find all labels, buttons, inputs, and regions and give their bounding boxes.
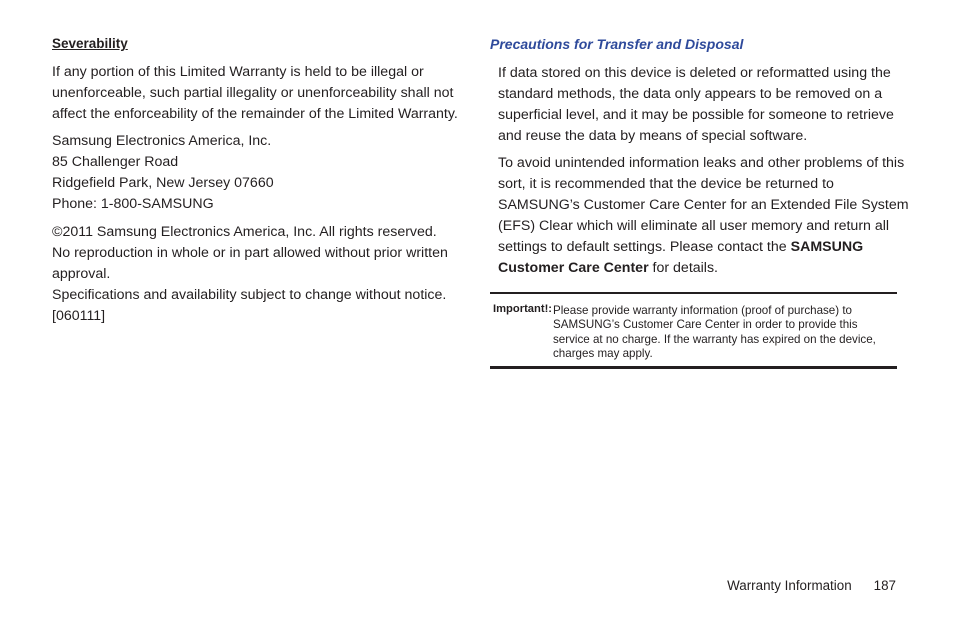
text-line: If data stored on this device is deleted or reformatted using the xyxy=(498,65,891,81)
note-line: charges may apply. xyxy=(553,346,653,360)
text-line: SAMSUNG’s Customer Care Center for an Extended File System xyxy=(498,197,909,213)
note-line: SAMSUNG’s Customer Care Center in order to provide this xyxy=(553,318,858,332)
data-removal-paragraph xyxy=(498,63,894,147)
text-line: superficial level, and it may be possible for someone to retrieve xyxy=(498,107,894,123)
text-line: [060111] xyxy=(52,308,106,324)
company-address xyxy=(52,131,274,215)
text-line xyxy=(498,258,909,279)
note-line: Please provide warranty information (proof of purchase) to xyxy=(553,304,853,317)
address-line: Ridgefield Park, New Jersey 07660 xyxy=(52,175,274,191)
text-fragment: for details. xyxy=(648,260,718,276)
text-line: No reproduction in whole or in part allowed without prior written xyxy=(52,245,448,261)
text-line: If any portion of this Limited Warranty is held to be illegal or xyxy=(52,64,424,80)
text-line: standard methods, the data only appears to be removed on a xyxy=(498,86,883,102)
text-line: approval. xyxy=(52,266,111,282)
text-line: Specifications and availability subject to change without notice. xyxy=(52,287,447,303)
note-line: service at no charge. If the warranty has expired on the device, xyxy=(553,332,876,346)
bold-fragment: SAMSUNG xyxy=(790,239,864,255)
page-footer xyxy=(727,578,896,593)
text-fragment: settings to default settings. Please contact the xyxy=(498,239,791,255)
page-number: 187 xyxy=(873,578,896,593)
text-line: unenforceable, such partial illegality or unenforceability shall not xyxy=(52,85,454,101)
severability-paragraph xyxy=(52,62,458,125)
bold-fragment: Customer Care Center xyxy=(498,260,649,276)
text-line: To avoid unintended information leaks and other problems of this xyxy=(498,155,905,171)
text-line: (EFS) Clear which will eliminate all user memory and return all xyxy=(498,218,890,234)
copyright-notice xyxy=(52,222,448,327)
address-line: Samsung Electronics America, Inc. xyxy=(52,133,272,149)
text-line: ©2011 Samsung Electronics America, Inc. All rights reserved. xyxy=(52,224,437,240)
efs-clear-paragraph xyxy=(498,153,909,279)
text-line: and reuse the data by means of special software. xyxy=(498,128,808,144)
note-label: Important!: xyxy=(493,303,553,315)
text-line: affect the enforceability of the remainder of the Limited Warranty. xyxy=(52,106,458,122)
footer-section-title: Warranty Information xyxy=(727,578,852,593)
precautions-heading: Precautions for Transfer and Disposal xyxy=(490,36,744,52)
important-note xyxy=(490,292,897,369)
severability-heading: Severability xyxy=(52,36,128,51)
text-line xyxy=(498,237,909,258)
text-line: sort, it is recommended that the device be returned to xyxy=(498,176,834,192)
address-line: Phone: 1-800-SAMSUNG xyxy=(52,196,214,212)
note-text xyxy=(553,304,876,361)
address-line: 85 Challenger Road xyxy=(52,154,179,170)
